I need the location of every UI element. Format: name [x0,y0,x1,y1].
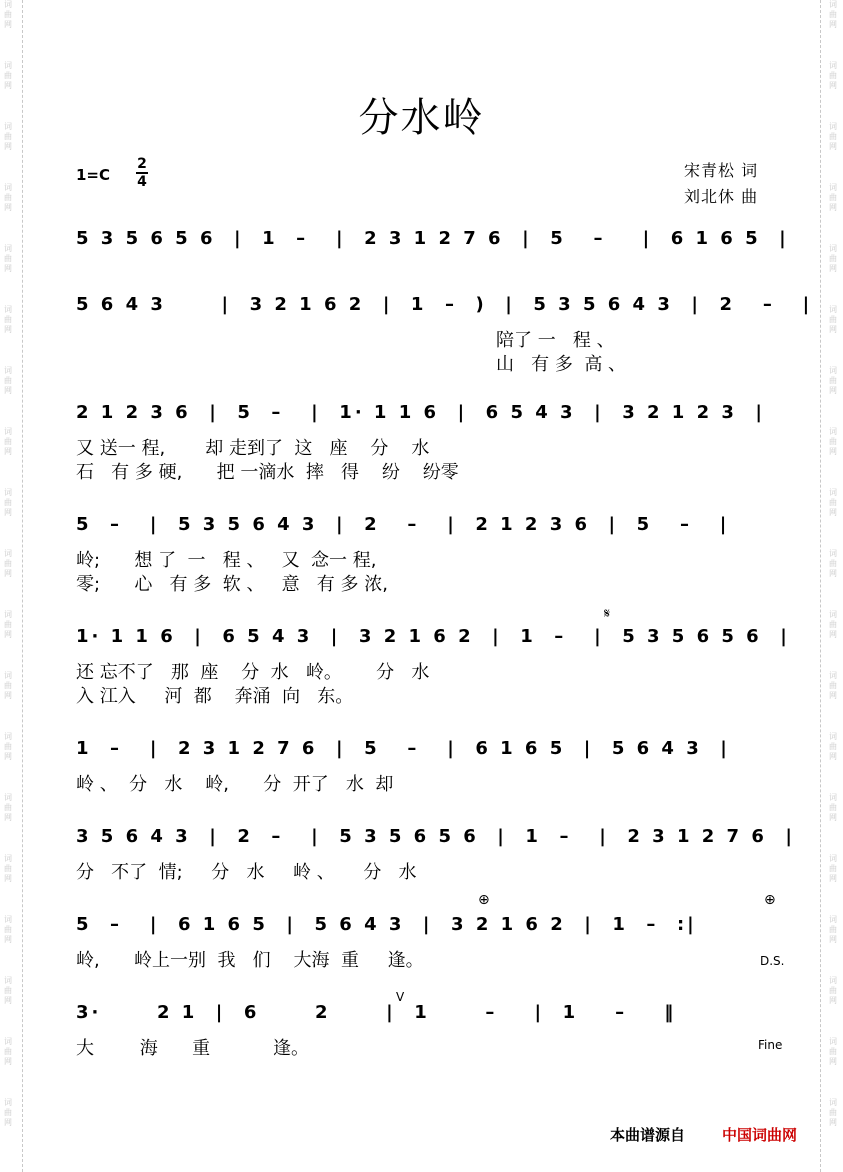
coda-mark-1: ⊕ [478,892,490,908]
watermark-char: 网 [829,1118,837,1127]
watermark-char: 曲 [829,1108,837,1117]
coda-mark-2: ⊕ [764,892,776,908]
watermark-char: 词 [4,183,12,192]
watermark-char: 曲 [829,254,837,263]
watermark-group [829,976,837,1037]
notation-row: 1· 1 1 6 | 6 5 4 3 | 3 2 1 6 2 | 1 – | 5 3 5 6 5 6 | [76,626,790,647]
watermark-char: 词 [4,854,12,863]
watermark-char: 曲 [4,71,12,80]
watermark-char: 曲 [829,620,837,629]
watermark-group [4,671,12,732]
watermark-group [829,0,837,61]
watermark-char: 网 [829,813,837,822]
watermark-left [1,0,15,1159]
watermark-char: 曲 [829,193,837,202]
watermark-char: 曲 [829,71,837,80]
footer-site[interactable]: 中国词曲网 [722,1126,798,1144]
watermark-group [4,732,12,793]
watermark-char: 网 [829,325,837,334]
watermark-char: 曲 [4,742,12,751]
watermark-char: 曲 [4,559,12,568]
watermark-char: 网 [829,142,837,151]
right-border [820,0,821,1172]
lyric-line: 零; 心 有 多 软 、 意 有 多 浓, [76,574,388,595]
watermark-char: 词 [829,976,837,985]
meter-bottom: 4 [137,174,147,190]
watermark-group [4,183,12,244]
watermark-char: 曲 [4,376,12,385]
watermark-char: 词 [4,671,12,680]
notation-row: 5 – | 6 1 6 5 | 5 6 4 3 | 3 2 1 6 2 | 1 – :| [76,914,697,935]
watermark-char: 曲 [4,620,12,629]
composer-credit: 刘北休 曲 [684,187,759,206]
watermark-char: 曲 [829,132,837,141]
watermark-char: 曲 [4,254,12,263]
watermark-char: 词 [4,976,12,985]
watermark-char: 词 [4,244,12,253]
watermark-char: 网 [4,81,12,90]
watermark-group [4,0,12,61]
watermark-group [829,427,837,488]
watermark-char: 网 [4,203,12,212]
watermark-char: 曲 [829,10,837,19]
watermark-char: 词 [4,122,12,131]
watermark-char: 网 [829,569,837,578]
watermark-char: 网 [4,508,12,517]
watermark-char: 网 [829,691,837,700]
watermark-char: 网 [4,935,12,944]
watermark-group [829,488,837,549]
watermark-char: 曲 [829,681,837,690]
watermark-group [4,427,12,488]
watermark-group [829,671,837,732]
watermark-group [829,854,837,915]
watermark-char: 网 [4,264,12,273]
key-signature: 1=C [76,166,111,184]
watermark-char: 词 [4,732,12,741]
breath-mark: V [396,990,405,1004]
watermark-char: 网 [829,935,837,944]
watermark-char: 词 [4,305,12,314]
watermark-char: 词 [829,122,837,131]
watermark-char: 词 [4,0,12,9]
watermark-char: 曲 [4,681,12,690]
watermark-char: 网 [4,996,12,1005]
watermark-char: 曲 [829,925,837,934]
watermark-right [826,0,840,1159]
watermark-char: 网 [829,20,837,29]
watermark-char: 词 [4,61,12,70]
watermark-group [4,610,12,671]
watermark-group [829,244,837,305]
watermark-char: 曲 [4,986,12,995]
watermark-char: 曲 [4,864,12,873]
watermark-char: 词 [4,1037,12,1046]
watermark-char: 词 [829,732,837,741]
watermark-char: 网 [4,691,12,700]
watermark-char: 词 [4,793,12,802]
lyricist-credit: 宋青松 词 [684,161,759,180]
watermark-char: 网 [829,752,837,761]
watermark-char: 曲 [4,132,12,141]
watermark-char: 词 [829,61,837,70]
notation-row: 5 – | 5 3 5 6 4 3 | 2 – | 2 1 2 3 6 | 5 – | [76,514,730,535]
watermark-char: 词 [829,671,837,680]
watermark-char: 网 [829,264,837,273]
watermark-char: 曲 [4,498,12,507]
watermark-char: 网 [829,203,837,212]
watermark-char: 词 [829,366,837,375]
watermark-group [829,1037,837,1098]
watermark-group [829,793,837,854]
notation-row: 2 1 2 3 6 | 5 – | 1· 1 1 6 | 6 5 4 3 | 3 2 1 2 3 | [76,402,766,423]
watermark-char: 词 [4,488,12,497]
watermark-group [4,244,12,305]
watermark-char: 曲 [4,315,12,324]
watermark-char: 网 [4,874,12,883]
watermark-group [4,305,12,366]
watermark-group [829,732,837,793]
watermark-char: 曲 [829,376,837,385]
watermark-char: 网 [829,874,837,883]
watermark-char: 词 [829,549,837,558]
watermark-char: 网 [4,142,12,151]
watermark-group [829,183,837,244]
watermark-group [4,976,12,1037]
watermark-char: 网 [4,325,12,334]
lyric-line: 入 江入 河 都 奔涌 向 东。 [76,686,354,707]
watermark-char: 曲 [829,803,837,812]
watermark-char: 曲 [829,498,837,507]
watermark-char: 网 [4,630,12,639]
watermark-char: 网 [4,20,12,29]
lyric-line: 大 海 重 逢。 [76,1038,310,1059]
watermark-char: 网 [829,630,837,639]
watermark-char: 网 [829,508,837,517]
watermark-group [829,1098,837,1159]
time-signature [134,156,150,190]
lyric-line: 又 送一 程, 却 走到了 这 座 分 水 [76,438,430,459]
watermark-char: 词 [829,244,837,253]
watermark-group [4,854,12,915]
watermark-char: 网 [829,81,837,90]
watermark-group [829,915,837,976]
notation-row: 5 3 5 6 5 6 | 1 – | 2 3 1 2 7 6 | 5 – | 6 1 6 5 | [76,228,789,249]
watermark-char: 曲 [829,559,837,568]
watermark-char: 曲 [829,1047,837,1056]
watermark-group [4,549,12,610]
fine-mark: Fine [758,1038,783,1052]
watermark-char: 曲 [829,742,837,751]
notation-row: 3 5 6 4 3 | 2 – | 5 3 5 6 5 6 | 1 – | 2 3 1 2 7 6 | [76,826,795,847]
notation-row: 1 – | 2 3 1 2 7 6 | 5 – | 6 1 6 5 | 5 6 4 3 | [76,738,730,759]
watermark-char: 网 [4,813,12,822]
watermark-group [4,488,12,549]
watermark-char: 词 [829,854,837,863]
watermark-char: 词 [829,0,837,9]
watermark-char: 曲 [4,1108,12,1117]
watermark-char: 词 [829,183,837,192]
lyric-line: 山 有 多 高 、 [496,354,627,375]
watermark-char: 网 [4,569,12,578]
watermark-char: 曲 [4,437,12,446]
watermark-char: 词 [829,793,837,802]
watermark-char: 网 [829,447,837,456]
watermark-char: 词 [829,427,837,436]
watermark-char: 词 [4,549,12,558]
watermark-char: 曲 [829,315,837,324]
watermark-group [4,1098,12,1159]
watermark-char: 曲 [4,925,12,934]
watermark-char: 网 [829,1057,837,1066]
lyric-line: 岭, 岭上一别 我 们 大海 重 逢。 [76,950,424,971]
watermark-group [4,1037,12,1098]
watermark-char: 曲 [829,864,837,873]
watermark-char: 曲 [4,193,12,202]
notation-row: 5 6 4 3 | 3 2 1 6 2 | 1 – ) | 5 3 5 6 4 3 | 2 – | [76,294,813,315]
lyric-line: 还 忘不了 那 座 分 水 岭。 分 水 [76,662,430,683]
watermark-char: 词 [829,488,837,497]
segno-mark: 𝄋 [604,606,611,622]
watermark-char: 曲 [4,803,12,812]
watermark-group [4,915,12,976]
watermark-char: 词 [4,610,12,619]
watermark-char: 词 [4,427,12,436]
watermark-char: 曲 [829,437,837,446]
left-border [22,0,23,1172]
watermark-char: 曲 [829,986,837,995]
watermark-char: 词 [4,366,12,375]
watermark-char: 网 [4,752,12,761]
meter-top: 2 [137,156,147,172]
watermark-char: 网 [4,386,12,395]
lyric-line: 岭 、 分 水 岭, 分 开了 水 却 [76,774,394,795]
lyric-line: 石 有 多 硬, 把 一滴水 摔 得 纷 纷零 [76,462,459,483]
notation-row: 3· 2 1 | 6 2 | 1 – | 1 – ‖ [76,1002,677,1023]
lyric-line: 陪了 一 程 、 [496,330,615,351]
ds-mark: D.S. [760,954,785,968]
watermark-char: 词 [829,610,837,619]
watermark-char: 网 [829,386,837,395]
watermark-char: 词 [4,915,12,924]
watermark-group [829,549,837,610]
watermark-group [829,366,837,427]
watermark-char: 网 [4,1057,12,1066]
watermark-char: 网 [4,447,12,456]
lyric-line: 分 不了 情; 分 水 岭 、 分 水 [76,862,417,883]
watermark-char: 词 [829,1037,837,1046]
watermark-char: 曲 [4,1047,12,1056]
footer-source: 本曲谱源自 [610,1126,686,1144]
watermark-group [829,610,837,671]
watermark-char: 词 [829,305,837,314]
watermark-group [4,793,12,854]
watermark-group [829,305,837,366]
lyric-line: 岭; 想 了 一 程 、 又 念一 程, [76,550,377,571]
watermark-char: 网 [4,1118,12,1127]
watermark-group [4,366,12,427]
watermark-char: 网 [829,996,837,1005]
watermark-char: 词 [4,1098,12,1107]
song-title: 分水岭 [358,95,485,141]
watermark-char: 曲 [4,10,12,19]
watermark-char: 词 [829,915,837,924]
watermark-char: 词 [829,1098,837,1107]
